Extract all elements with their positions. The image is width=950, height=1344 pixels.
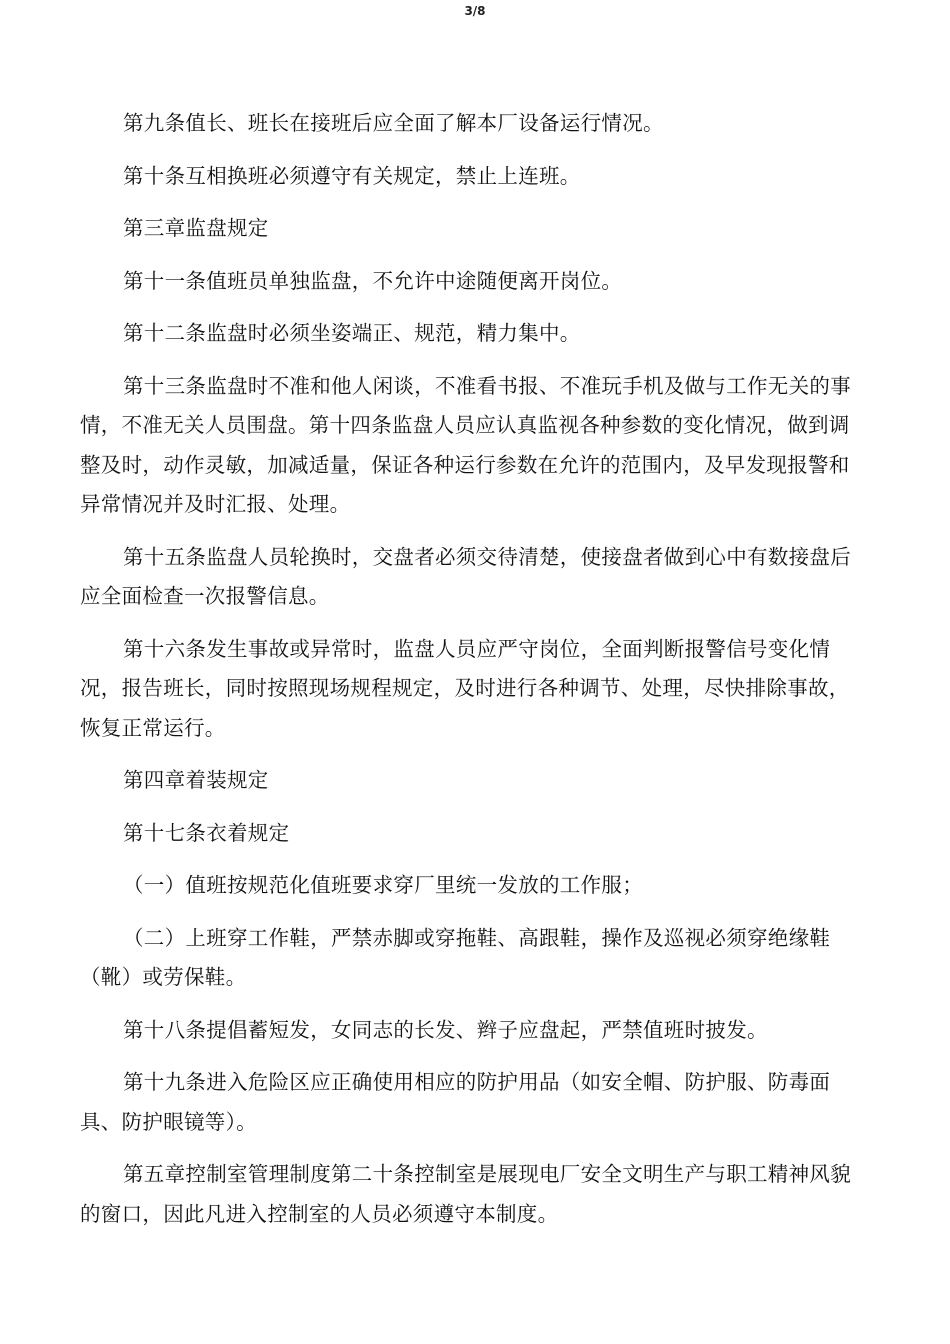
article-11: 第十一条值班员单独监盘，不允许中途随便离开岗位。 [123, 268, 623, 293]
page-number: 3/8 [464, 4, 486, 18]
article-17: 第十七条衣着规定 [123, 820, 290, 845]
chapter-3-heading: 第三章监盘规定 [123, 216, 269, 240]
article-17-item-1: （一）值班按规范化值班要求穿厂里统一发放的工作服； [123, 873, 643, 897]
chapter-4-heading: 第四章着装规定 [123, 768, 269, 792]
article-9: 第九条值长、班长在接班后应全面了解本厂设备运行情况。 [123, 111, 664, 135]
article-16: 第十六条发生事故或异常时，监盘人员应严守岗位，全面判断报警信号变化情况，报告班长，同时按照现场规程规定，及时进行各种调节、处理，尽快排除事故，恢复正常运行。 [80, 636, 850, 740]
chapter-5-article-20: 第五章控制室管理制度第二十条控制室是展现电厂安全文明生产与职工精神风貌的窗口，因此凡进入控制室的人员必须遵守本制度。 [80, 1162, 851, 1226]
document-body [80, 104, 860, 1247]
article-15: 第十五条监盘人员轮换时，交盘者必须交待清楚，使接盘者做到心中有数接盘后应全面检查一次报警信息。 [80, 544, 851, 608]
article-10: 第十条互相换班必须遵守有关规定，禁止上连班。 [123, 163, 581, 188]
article-19: 第十九条进入危险区应正确使用相应的防护用品（如安全帽、防护服、防毒面具、防护眼镜等）。 [80, 1070, 831, 1134]
article-17-item-2: （二）上班穿工作鞋，严禁赤脚或穿拖鞋、高跟鞋，操作及巡视必须穿绝缘鞋（靴）或劳保鞋。 [80, 925, 831, 989]
article-12: 第十二条监盘时必须坐姿端正、规范，精力集中。 [123, 321, 581, 345]
article-13-14: 第十三条监盘时不准和他人闲谈，不准看书报、不准玩手机及做与工作无关的事情，不准无关人员围盘。第十四条监盘人员应认真监视各种参数的变化情况，做到调整及时，动作灵敏，加减适量，保证各种运行参数在允许的范围内，及早发现报警和异常情况并及时汇报、处理。 [80, 373, 851, 516]
article-18: 第十八条提倡蓄短发，女同志的长发、辫子应盘起，严禁值班时披发。 [123, 1017, 768, 1042]
